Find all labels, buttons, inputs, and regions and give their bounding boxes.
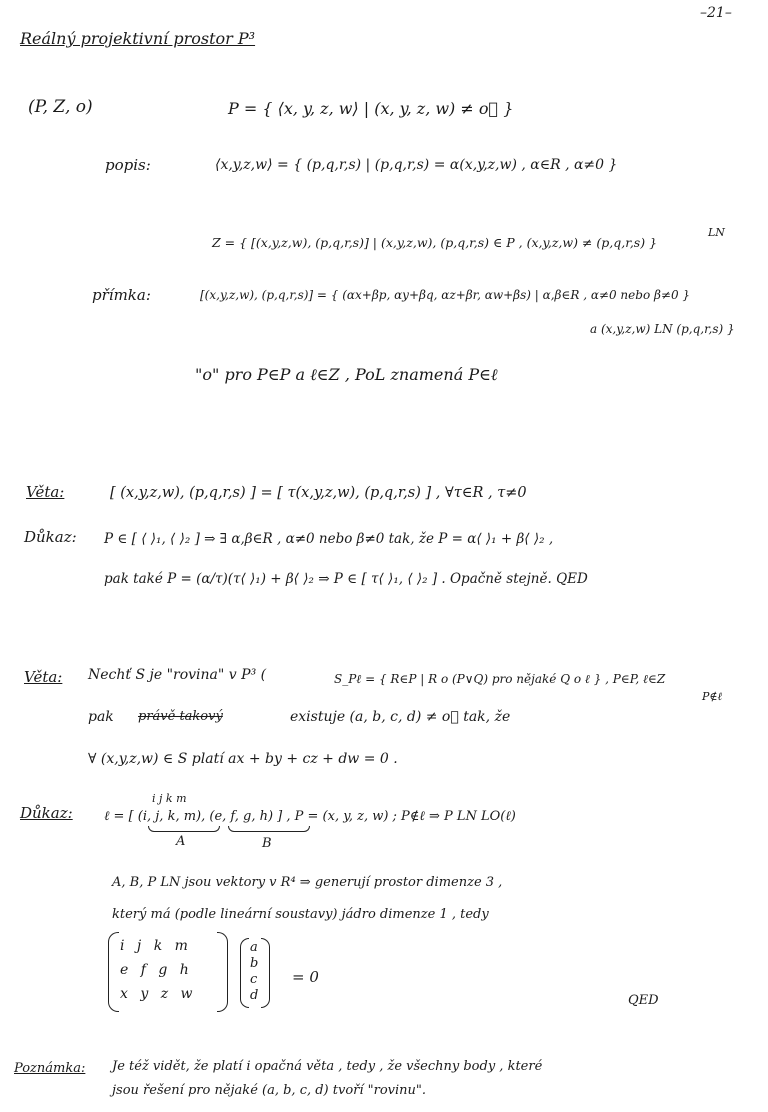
matrix-left-paren bbox=[108, 932, 119, 1012]
page-number: –21– bbox=[700, 5, 732, 21]
theorem-2-line-1a: Nechť S je "rovina" v P³ ( bbox=[88, 667, 267, 683]
proof-1-label: Důkaz: bbox=[24, 528, 77, 546]
remark-label: Poznámka: bbox=[14, 1061, 86, 1076]
proof-2-line-2: A, B, P LN jsou vektory v R⁴ ⇒ generují prostor dimenze 3 , bbox=[112, 875, 503, 890]
theorem-1-label: Věta: bbox=[26, 483, 65, 501]
proof-1-line-2: pak také P = (α/τ)(τ⟨ ⟩₁) + β⟨ ⟩₂ ⇒ P ∈ [ τ⟨ ⟩₁, ⟨ ⟩₂ ] . Opačně stejně. QED bbox=[104, 571, 588, 587]
proof-2-index-letters: i j k m bbox=[152, 792, 187, 805]
brace-a-label: A bbox=[176, 834, 186, 849]
remark-line-1: Je též vidět, že platí i opačná věta , tedy , že všechny body , které bbox=[112, 1059, 543, 1074]
vector-entry: a bbox=[250, 940, 258, 955]
proof-2-qed: QED bbox=[628, 993, 659, 1008]
theorem-2-line-2b: existuje (a, b, c, d) ≠ o⃗ tak, že bbox=[290, 709, 511, 725]
vector-entry: b bbox=[250, 956, 259, 971]
coefficient-vector bbox=[240, 938, 270, 1008]
definition-points: P = { ⟨x, y, z, w⟩ | (x, y, z, w) ≠ o⃗ } bbox=[228, 99, 514, 118]
primka-condition: a (x,y,z,w) LN (p,q,r,s) } bbox=[590, 322, 735, 336]
coefficient-matrix bbox=[108, 932, 228, 1014]
theorem-2-strikethrough: právě takový bbox=[138, 709, 223, 724]
proof-1-line-1: P ∈ [ ⟨ ⟩₁, ⟨ ⟩₂ ] ⇒ ∃ α,β∈R , α≠0 nebo β≠0 tak, že P = α⟨ ⟩₁ + β⟨ ⟩₂ , bbox=[104, 531, 554, 547]
theorem-2-label: Věta: bbox=[24, 668, 63, 686]
popis-definition: ⟨x,y,z,w⟩ = { (p,q,r,s) | (p,q,r,s) = α(x,y,z,w) , α∈R , α≠0 } bbox=[215, 157, 618, 173]
theorem-2-line-3: ∀ (x,y,z,w) ∈ S platí ax + by + cz + dw = 0 . bbox=[88, 751, 398, 767]
structure-triple: (P, Z, o) bbox=[28, 97, 93, 117]
theorem-2-line-1c: P∉ℓ bbox=[702, 690, 723, 703]
definition-lines: Z = { [(x,y,z,w), (p,q,r,s)] | (x,y,z,w), (p,q,r,s) ∈ P , (x,y,z,w) ≠ (p,q,r,s) } bbox=[212, 235, 658, 250]
page-title: Reálný projektivní prostor P³ bbox=[20, 29, 256, 48]
matrix-equals-zero: = 0 bbox=[292, 968, 319, 986]
matrix-row: x y z w bbox=[120, 986, 197, 1002]
vector-left-paren bbox=[240, 938, 249, 1008]
brace-b-label: B bbox=[262, 836, 272, 851]
theorem-1-statement: [ (x,y,z,w), (p,q,r,s) ] = [ τ(x,y,z,w), (p,q,r,s) ] , ∀τ∈R , τ≠0 bbox=[110, 485, 527, 501]
matrix-right-paren bbox=[217, 932, 228, 1012]
theorem-2-line-2a: pak bbox=[88, 709, 114, 725]
neq-annotation: LN bbox=[708, 226, 725, 239]
brace-b bbox=[228, 826, 310, 832]
popis-label: popis: bbox=[105, 156, 151, 174]
primka-definition: [(x,y,z,w), (p,q,r,s)] = { (αx+βp, αy+βq, αz+βr, αw+βs) | α,β∈R , α≠0 nebo β≠0 } bbox=[200, 288, 691, 302]
proof-2-label: Důkaz: bbox=[20, 804, 73, 822]
brace-a bbox=[148, 826, 220, 832]
incidence-definition: "o" pro P∈P a ℓ∈Z , PoL znamená P∈ℓ bbox=[195, 365, 498, 384]
matrix-row: e f g h bbox=[120, 962, 193, 978]
remark-line-2: jsou řešení pro nějaké (a, b, c, d) tvoří "rovinu". bbox=[112, 1083, 427, 1098]
vector-right-paren bbox=[261, 938, 270, 1008]
primka-label: přímka: bbox=[92, 286, 151, 304]
proof-2-line-3: který má (podle lineární soustavy) jádro dimenze 1 , tedy bbox=[112, 907, 489, 922]
matrix-row: i j k m bbox=[120, 938, 192, 954]
vector-entry: c bbox=[250, 972, 258, 987]
proof-2-line-1: ℓ = [ (i, j, k, m), (e, f, g, h) ] , P = (x, y, z, w) ; P∉ℓ ⇒ P LN LO(ℓ) bbox=[104, 809, 516, 824]
vector-entry: d bbox=[250, 988, 259, 1003]
theorem-2-line-1b: S_Pℓ = { R∈P | R o (P∨Q) pro nějaké Q o ℓ } , P∈P, ℓ∈Z bbox=[334, 672, 666, 686]
